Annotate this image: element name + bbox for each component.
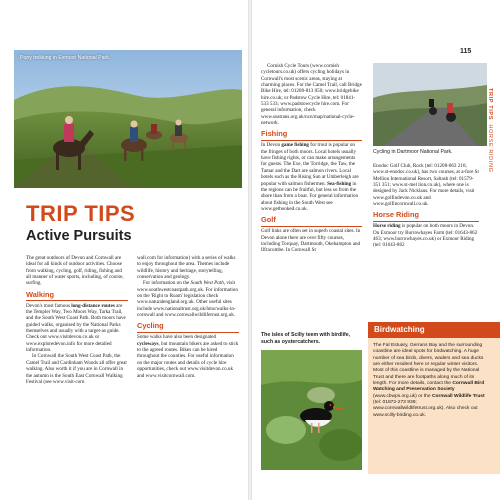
cycling-text-b: , but mountain bikers are asked to stick to the agreed routes. Bikes can be hired throughout the counties. For useful information on the major routes and details of cycle hire opportunities, check out www.visitdevon.co.uk and www.visitcornwall.com.: [137, 340, 239, 379]
horse-riding-heading: Horse Riding: [373, 210, 419, 220]
path-text-italic: South West Path: [190, 280, 224, 287]
cycle-tours-paragraph: Cornish Cycle Tours (www.cornish cycletours.co.uk) offers cycling holidays in Cornwall's most scenic areas, staying at charming places. For the Camel Trail, call Bridge Bike Hire, tel: 01208-813 050; www.bridgebike hire.co.uk; or Padstow Cycle Hire, tel: 01841-533 533; www.padstowcycle hire.com. For general information, check www.sustrans.org.uk/ncn/map/national-cycle-network.: [261, 63, 362, 127]
horse-riding-text-bold: Horse riding: [373, 223, 401, 230]
walking-rule: [26, 300, 128, 301]
right-column-1: [261, 63, 362, 254]
golf-rule: [261, 226, 362, 227]
golf-paragraph: Golf links are often set in superb coastal sites. In Devon alone there are over fifty courses, including Torquay, Dartmouth, Okehampton and Ilfracombe. In Cornwall St: [261, 228, 361, 254]
fishing-text-bold-1: game fishing: [281, 142, 309, 149]
birdwatching-text-bold-1: Cornwall Bird Watching and Preservation Society: [373, 381, 485, 393]
golf-continued-paragraph: Enodoc Golf Club, Rock (tel: 01208-863 216; www.st-enodoc.co.uk), has two courses, at a-fore St Mellion International Resort, Saltash (tel: 01579-351 351; www.st-mel lion.co.uk), where one is designed by Jack Nicklaus. For more details, visit www.golfindevon.co.uk and www.golfincornwall.co.uk.: [373, 163, 479, 208]
fishing-text-b: for trout is popular on the fringes of both moors. Local hotels usually have fishing rights, or can make arrangements for guests. The Exe, the Torridge, the Taw, the Tamar and the Dart are salmon rivers. Local hotels such as the Rising Sun at Umberleigh are popular with salmon fishermen.: [261, 142, 359, 187]
cycling-paragraph: [137, 334, 239, 378]
pony-trekking-photo: [14, 50, 242, 188]
festival-paragraph: wall.com for information) with a series of walks to enjoy throughout the area. Themes include wildlife, history and heritage, storytelling, conservation and geology.: [137, 255, 236, 281]
dartmoor-caption: Cycling in Dartmoor National Park.: [373, 149, 453, 155]
pony-trekking-caption: Pony trekking in Exmoor National Park.: [20, 55, 111, 61]
fishing-rule: [261, 140, 362, 141]
side-tab-topic: HORSE RIDING: [487, 124, 493, 173]
walking-heading: Walking: [26, 289, 55, 299]
horse-riding-text: is popular on both moors in Devon. On Exmoor try Burrowhayes Farm (tel: 01643-862 463; www.burrowhayes.co.uk) or Exmoor Riding (tel: 01643-862: [373, 223, 478, 249]
horse-riding-paragraph: [373, 223, 479, 248]
fishing-text-a: In Devon: [261, 142, 282, 149]
cycling-text-a: Some walks have also been designated: [137, 334, 217, 341]
walking-text-b: are the Templer Way, Two Moors Way, Tarka Trail, and the South West Coast Path. Both moors have guided walks, organised by the National Parks themselves and usually with a target-as guide. Check out www.visitdevon.co.uk or www.exploredevon.info for more detailed information.: [26, 302, 126, 354]
walking-paragraph-1: [26, 303, 128, 354]
page-subtitle: Active Pursuits: [26, 228, 132, 244]
fishing-paragraph: [261, 142, 362, 212]
fishing-text-c: in the regions can be fruitful, but less so from the shore than from a boat. For general information about fishing in the South West see www.getbooked.co.uk.: [261, 180, 359, 212]
side-tab: [487, 88, 493, 173]
right-column-2: [373, 163, 479, 249]
birdwatching-text-c: (tel: 01872-273 939; www.cornwallwildlifetrust.org.uk). Also check out www.scilly-birding.co.uk.: [373, 400, 478, 418]
fishing-heading: Fishing: [261, 129, 288, 139]
page-title: TRIP TIPS: [26, 201, 136, 226]
left-column-1: [26, 255, 128, 385]
side-tab-section: TRIP TIPS: [487, 88, 493, 121]
birdwatching-text-bold-2: Cornwall Wildlife Trust: [431, 393, 485, 399]
dartmoor-cycling-photo: [373, 63, 487, 146]
birdwatching-text-a: The Fal Estuary, Gerrans Bay and the surrounding coastline are ideal spots for birdwatching. A huge number of sea birds, divers, waders and sea ducks are either resident here or regular winter visitors. Most of this coastline is managed by the National Trust and there are footpaths along much of its length. For more details, contact the: [373, 343, 484, 387]
birdwatching-text: [373, 343, 488, 419]
birdwatching-text-b: (www.cbwps.org.uk) or the: [373, 393, 432, 399]
horse-riding-rule: [373, 221, 479, 222]
walking-text-a: Devon's most famous: [26, 302, 72, 309]
cycling-heading: Cycling: [137, 321, 164, 331]
cycling-rule: [137, 332, 239, 333]
oystercatcher-image: [261, 350, 362, 470]
pony-trekking-image: [14, 50, 242, 188]
walking-paragraph-2: In Cornwall the South West Coast Path, the Camel Trail and Cardinham Woods all offer great walking. Also worth it if you are in Cornwall in the autumn is the South East Cornwall Walking Festival (see www.visit-corn: [26, 353, 127, 385]
oystercatcher-caption: The isles of Scilly teem with birdlife, such as oystercatchers.: [261, 332, 351, 345]
golf-heading: Golf: [261, 215, 276, 225]
intro-paragraph: The great outdoors of Devon and Cornwall are ideal for all kinds of outdoor activities. Choose from walking, cycling, golf, riding, fishing and all manner of water sports, including, of course, surfing.: [26, 255, 124, 287]
dartmoor-cycling-image: [373, 63, 487, 146]
page-number: 115: [460, 48, 472, 55]
left-column-2: [137, 255, 239, 379]
cycling-text-bold: cycleways: [137, 340, 159, 347]
walking-text-bold: long-distance routes: [71, 302, 115, 309]
birdwatching-heading: Birdwatching: [368, 322, 500, 338]
oystercatcher-photo: [261, 350, 362, 470]
path-paragraph: [137, 280, 239, 318]
path-text-a: For information on the: [143, 280, 191, 287]
fishing-text-bold-2: Sea-fishing: [327, 180, 352, 187]
right-page: [250, 0, 500, 500]
path-text-b: , visit www.southwestcoastpath.org.uk. For information on the 'Right to Roam' legislation check www.naturalengland.org.uk. Other useful sites include www.nationaltrust.org.uk/hms/walks-in-cornwall and www.cornwallwildlifetrust.org.uk.: [137, 280, 238, 319]
